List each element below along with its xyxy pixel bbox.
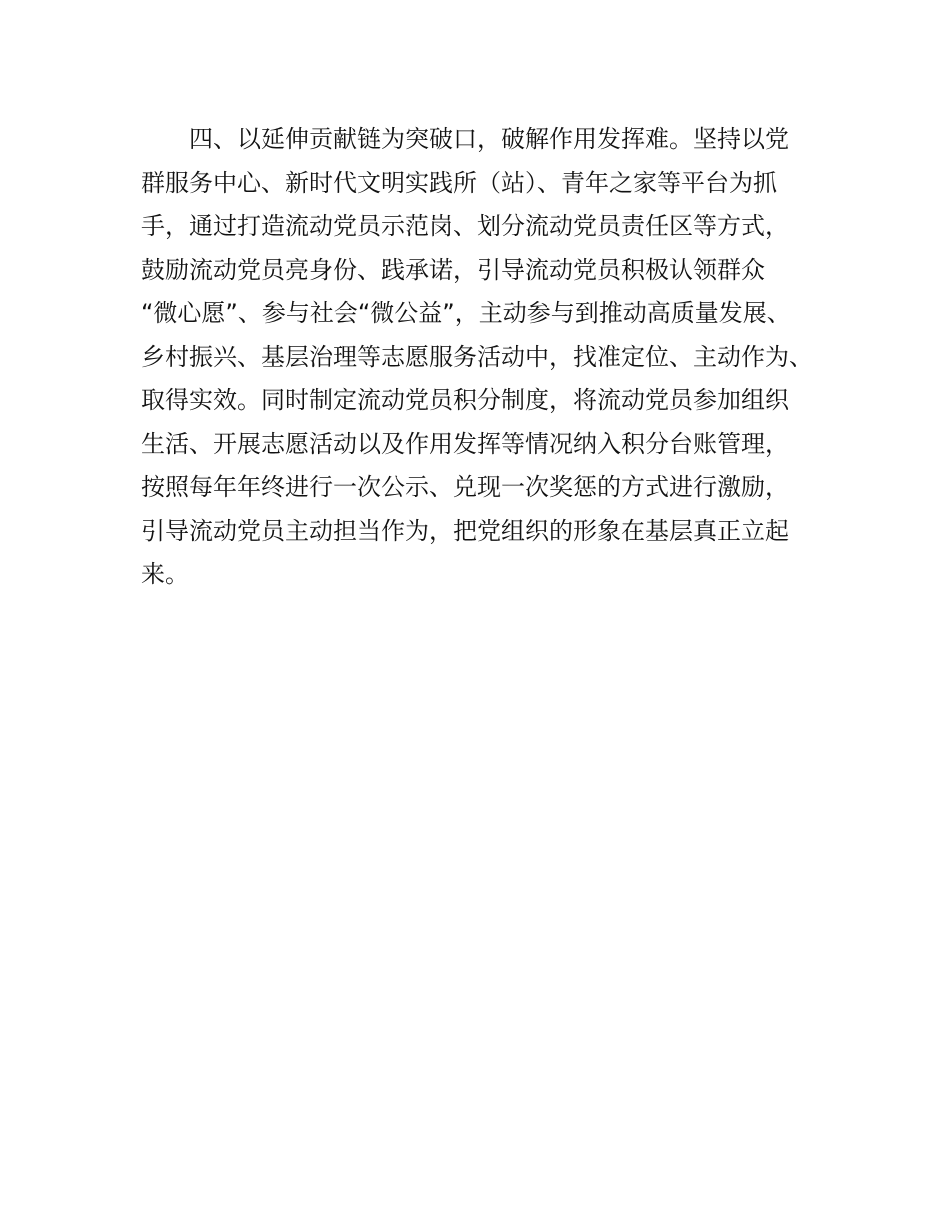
paragraph-line: 引导流动党员主动担当作为，把党组织的形象在基层真正立起 (141, 516, 789, 545)
paragraph-line: 群服务中心、新时代文明实践所（站）、青年之家等平台为抓 (141, 168, 777, 197)
paragraph-line: 手，通过打造流动党员示范岗、划分流动党员责任区等方式， (141, 212, 789, 240)
paragraph-line: 鼓励流动党员亮身份、践承诺，引导流动党员积极认领群众 (141, 255, 765, 284)
paragraph-line: “微心愿”、参与社会“微公益”，主动参与到推动高质量发展、 (141, 299, 791, 327)
paragraph-line: 取得实效。同时制定流动党员积分制度，将流动党员参加组织 (141, 386, 789, 414)
body-paragraph (141, 118, 841, 597)
paragraph-line: 来。 (141, 560, 189, 588)
paragraph-line: 按照每年年终进行一次公示、兑现一次奖惩的方式进行激励， (141, 473, 789, 501)
paragraph-line: 生活、开展志愿活动以及作用发挥等情况纳入积分台账管理， (141, 429, 789, 458)
paragraph-line: 四、以延伸贡献链为突破口，破解作用发挥难。坚持以党 (189, 125, 789, 153)
paragraph-line: 乡村振兴、基层治理等志愿服务活动中，找准定位、主动作为、 (141, 342, 813, 371)
